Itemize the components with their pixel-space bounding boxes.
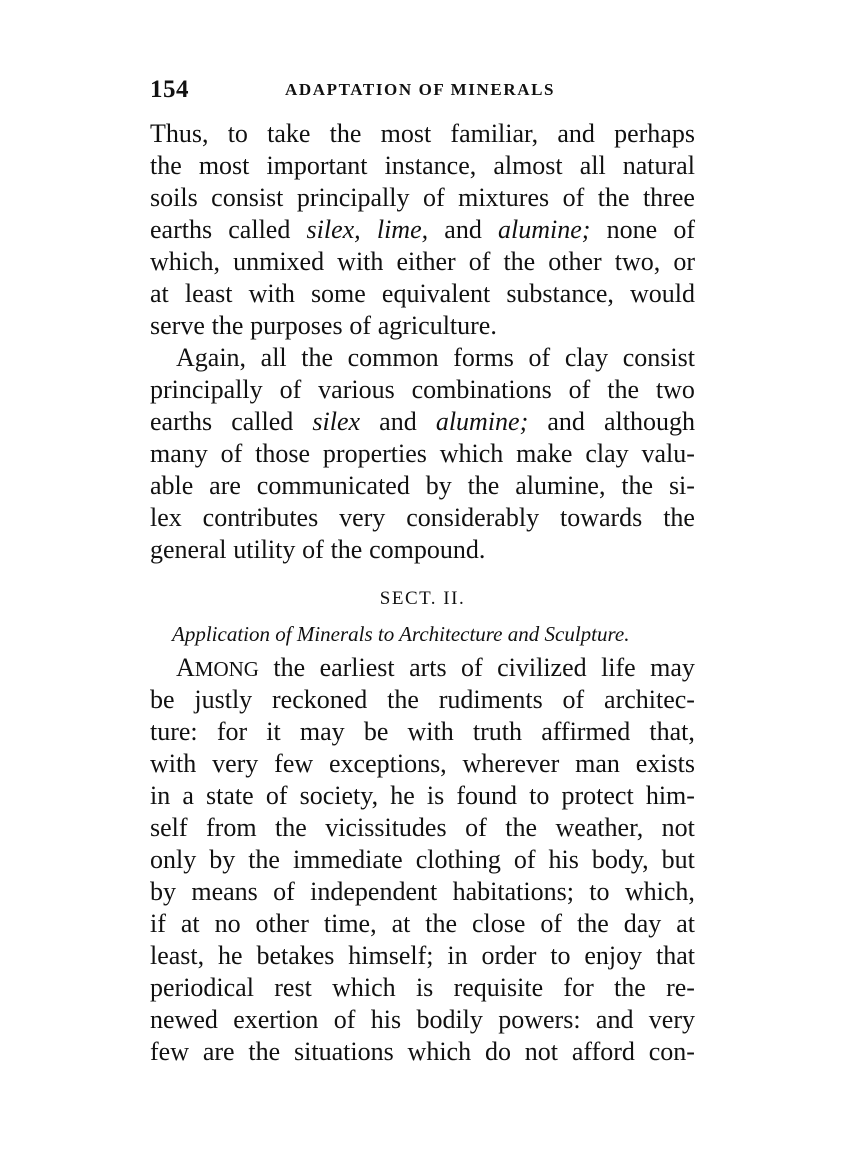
word: not <box>524 1037 559 1066</box>
word: and <box>557 119 595 148</box>
word: forms <box>453 343 514 372</box>
word: but <box>661 845 695 874</box>
word: the <box>505 813 537 842</box>
word: make <box>516 439 573 468</box>
word: none <box>606 215 658 244</box>
word: newed <box>150 1005 218 1034</box>
word: contributes <box>202 503 319 532</box>
word: if <box>150 909 166 938</box>
word: of <box>562 685 585 714</box>
word: few <box>274 749 314 778</box>
small-caps-rest: MONG <box>194 657 259 681</box>
word: most <box>198 151 250 180</box>
word: self <box>150 813 188 842</box>
word: with <box>248 279 295 308</box>
text-line <box>150 182 695 214</box>
word: the <box>275 813 307 842</box>
word: few <box>150 1037 189 1066</box>
word: those <box>255 439 311 468</box>
word: which, <box>624 877 695 906</box>
text-line <box>150 438 695 470</box>
word: the <box>273 653 306 682</box>
word-italic: lime, <box>376 215 429 244</box>
text-line <box>150 684 695 716</box>
text-line <box>150 310 695 342</box>
word-italic: alumine; <box>435 407 529 436</box>
text-line <box>150 246 695 278</box>
word: agriculture. <box>377 311 497 340</box>
word: of <box>349 311 371 340</box>
text-line <box>150 780 695 812</box>
word: very <box>648 1005 695 1034</box>
word: of <box>468 247 491 276</box>
word: by <box>209 845 236 874</box>
first-word-small-caps <box>176 652 259 685</box>
word: and <box>547 407 585 436</box>
word: Thus, <box>150 119 209 148</box>
text-line <box>150 278 695 310</box>
word: of <box>302 535 324 564</box>
word: may <box>299 717 345 746</box>
word: re- <box>666 973 695 1002</box>
word: enjoy <box>584 941 643 970</box>
word: equivalent <box>381 279 491 308</box>
word: of <box>513 845 536 874</box>
word: body, <box>591 845 649 874</box>
word: be <box>150 685 175 714</box>
text-line <box>150 150 695 182</box>
word: requisite <box>453 973 544 1002</box>
word: arts <box>409 653 447 682</box>
word: combinations <box>411 375 552 404</box>
word: purposes <box>250 311 343 340</box>
word: earths <box>150 215 213 244</box>
word: situations <box>294 1037 394 1066</box>
word: which <box>332 973 396 1002</box>
word: to <box>550 941 571 970</box>
word: of <box>465 813 487 842</box>
word: is <box>415 973 434 1002</box>
word: principally <box>296 183 410 212</box>
word: himself; <box>348 941 434 970</box>
body-text <box>150 118 695 1068</box>
word: protect <box>561 781 634 810</box>
word: lex <box>150 503 182 532</box>
word: that, <box>649 717 695 746</box>
word: reckoned <box>272 685 368 714</box>
word: truth <box>472 717 523 746</box>
word: of <box>673 215 695 244</box>
word: many <box>150 439 208 468</box>
word: the <box>248 845 280 874</box>
word: the <box>467 471 500 500</box>
word: soils <box>150 183 198 212</box>
word: the <box>577 909 609 938</box>
word: affirmed <box>541 717 631 746</box>
word: with <box>407 717 454 746</box>
word: all <box>260 343 287 372</box>
word: communicated <box>256 471 410 500</box>
word: at <box>391 909 411 938</box>
word: civilized <box>497 653 587 682</box>
word: and <box>444 215 482 244</box>
word: si- <box>668 471 695 500</box>
word: of <box>422 183 445 212</box>
word: principally <box>150 375 263 404</box>
text-line <box>150 716 695 748</box>
text-line <box>150 1036 695 1068</box>
word: man <box>575 749 620 778</box>
running-head <box>150 72 695 106</box>
word: unmixed <box>233 247 325 276</box>
text-line <box>150 812 695 844</box>
word: con- <box>648 1037 695 1066</box>
word: him- <box>645 781 695 810</box>
word: may <box>650 653 695 682</box>
text-line <box>150 876 695 908</box>
word: afford <box>571 1037 635 1066</box>
word-italic: alumine; <box>498 215 591 244</box>
word: for <box>216 717 248 746</box>
text-line <box>150 940 695 972</box>
word: either <box>396 247 456 276</box>
word: most <box>380 119 432 148</box>
text-line <box>150 374 695 406</box>
word: two <box>655 375 695 404</box>
word: found <box>456 781 518 810</box>
text-line <box>150 406 695 438</box>
word: although <box>604 407 695 436</box>
word: exists <box>635 749 695 778</box>
text-line <box>150 908 695 940</box>
page-number: 154 <box>150 76 189 103</box>
word: the <box>614 973 646 1002</box>
word: only <box>150 845 197 874</box>
word: natural <box>622 151 695 180</box>
word: consist <box>622 343 695 372</box>
word: rest <box>274 973 312 1002</box>
word: habitations; <box>452 877 574 906</box>
word: clay <box>564 343 609 372</box>
word: rudiments <box>438 685 543 714</box>
drop-letter: A <box>176 653 195 682</box>
word: to <box>529 781 550 810</box>
word: least <box>184 279 233 308</box>
word: in <box>150 781 171 810</box>
word: by <box>150 877 176 906</box>
word: a <box>182 781 194 810</box>
word: do <box>484 1037 511 1066</box>
word: of <box>461 653 483 682</box>
word: consist <box>211 183 284 212</box>
word: which <box>407 1037 472 1066</box>
word: properties <box>322 439 427 468</box>
text-line <box>150 502 695 534</box>
word: from <box>206 813 257 842</box>
word: the <box>425 909 458 938</box>
word: the <box>663 503 695 532</box>
word: various <box>318 375 395 404</box>
word: alumine, <box>515 471 606 500</box>
word: life <box>601 653 636 682</box>
word: very <box>212 749 259 778</box>
word: able <box>150 471 194 500</box>
word: considerably <box>406 503 540 532</box>
word: of <box>220 439 243 468</box>
word: at <box>180 909 200 938</box>
word: society, <box>299 781 379 810</box>
text-line <box>150 652 695 684</box>
word: mixtures <box>458 183 550 212</box>
word: earliest <box>319 653 395 682</box>
word: he <box>218 941 243 970</box>
paragraph-2 <box>150 342 695 566</box>
word: and <box>595 1005 634 1034</box>
word: no <box>214 909 241 938</box>
word: some <box>310 279 366 308</box>
word: be <box>363 717 389 746</box>
word: the <box>330 535 363 564</box>
word: are <box>209 471 241 500</box>
word: with <box>150 749 197 778</box>
word: clothing <box>415 845 501 874</box>
word: which, <box>150 247 221 276</box>
word: architec- <box>604 685 695 714</box>
word: day <box>623 909 662 938</box>
word: instance, <box>384 151 477 180</box>
word: other <box>255 909 309 938</box>
word: the <box>387 685 419 714</box>
word: of <box>562 183 585 212</box>
word-italic: silex, <box>306 215 361 244</box>
word: for <box>563 973 594 1002</box>
word: towards <box>559 503 643 532</box>
word: weather, <box>555 813 644 842</box>
word: his <box>548 845 579 874</box>
word: other <box>548 247 602 276</box>
word: called <box>231 407 294 436</box>
word: familiar, <box>450 119 539 148</box>
word: almost <box>493 151 563 180</box>
word: common <box>347 343 439 372</box>
word: immediate <box>292 845 403 874</box>
text-line <box>150 844 695 876</box>
text-line <box>150 972 695 1004</box>
word: perhaps <box>614 119 695 148</box>
text-line <box>150 748 695 780</box>
word: that <box>655 941 695 970</box>
word: compound. <box>369 535 486 564</box>
word: the <box>607 375 639 404</box>
word: in <box>447 941 468 970</box>
word: wherever <box>462 749 560 778</box>
word: general <box>150 535 227 564</box>
word: he <box>390 781 415 810</box>
word: powers: <box>498 1005 581 1034</box>
word: which <box>439 439 504 468</box>
word: the <box>301 343 334 372</box>
paragraph-3 <box>150 652 695 1068</box>
word: important <box>266 151 368 180</box>
text-line <box>150 118 695 150</box>
word-italic: silex <box>312 407 361 436</box>
word: betakes <box>256 941 335 970</box>
word: clay <box>585 439 629 468</box>
word: the <box>329 119 362 148</box>
word: periodical <box>150 973 254 1002</box>
word: independent <box>310 877 438 906</box>
word: of <box>279 375 302 404</box>
word: to <box>227 119 248 148</box>
word: the <box>211 311 244 340</box>
word: with <box>337 247 384 276</box>
text-line <box>150 534 695 566</box>
paragraph-1 <box>150 118 695 342</box>
word: serve <box>150 311 205 340</box>
word: ture: <box>150 717 198 746</box>
word: take <box>267 119 311 148</box>
text-line <box>150 1004 695 1036</box>
word: called <box>228 215 291 244</box>
word: the <box>503 247 536 276</box>
word: of <box>273 877 295 906</box>
word: not <box>661 813 695 842</box>
word: his <box>370 1005 402 1034</box>
word: time, <box>323 909 377 938</box>
word: the <box>597 183 630 212</box>
word: all <box>579 151 606 180</box>
word: valu- <box>641 439 695 468</box>
word: and <box>379 407 417 436</box>
word: of <box>540 909 563 938</box>
word: state <box>206 781 254 810</box>
word: means <box>191 877 258 906</box>
word: of <box>265 781 288 810</box>
word: at <box>676 909 695 938</box>
word: earths <box>150 407 213 436</box>
text-line <box>150 470 695 502</box>
word: or <box>673 247 695 276</box>
word: Again, <box>176 343 247 372</box>
word: bodily <box>416 1005 483 1034</box>
word: substance, <box>506 279 614 308</box>
word: justly <box>194 685 253 714</box>
section-title: Application of Minerals to Architecture and Sculpture. <box>172 622 630 646</box>
section-heading: SECT. II. <box>379 588 466 609</box>
word: the <box>248 1037 281 1066</box>
word: two, <box>614 247 661 276</box>
running-title: ADAPTATION OF MINERALS <box>285 80 556 99</box>
word: by <box>425 471 452 500</box>
word: three <box>642 183 695 212</box>
word: vicissitudes <box>325 813 447 842</box>
text-line <box>150 214 695 246</box>
word: of <box>528 343 551 372</box>
word: utility <box>233 535 296 564</box>
word: exceptions, <box>329 749 447 778</box>
word: at <box>150 279 169 308</box>
word: least, <box>150 941 205 970</box>
word: order <box>481 941 537 970</box>
word: would <box>630 279 695 308</box>
word: of <box>568 375 591 404</box>
word: are <box>202 1037 235 1066</box>
word: close <box>472 909 526 938</box>
word: the <box>621 471 654 500</box>
word: to <box>589 877 610 906</box>
word: the <box>150 151 182 180</box>
word: is <box>426 781 445 810</box>
word: of <box>333 1005 356 1034</box>
word: it <box>266 717 281 746</box>
word: very <box>339 503 386 532</box>
text-line <box>150 342 695 374</box>
word: exertion <box>233 1005 319 1034</box>
